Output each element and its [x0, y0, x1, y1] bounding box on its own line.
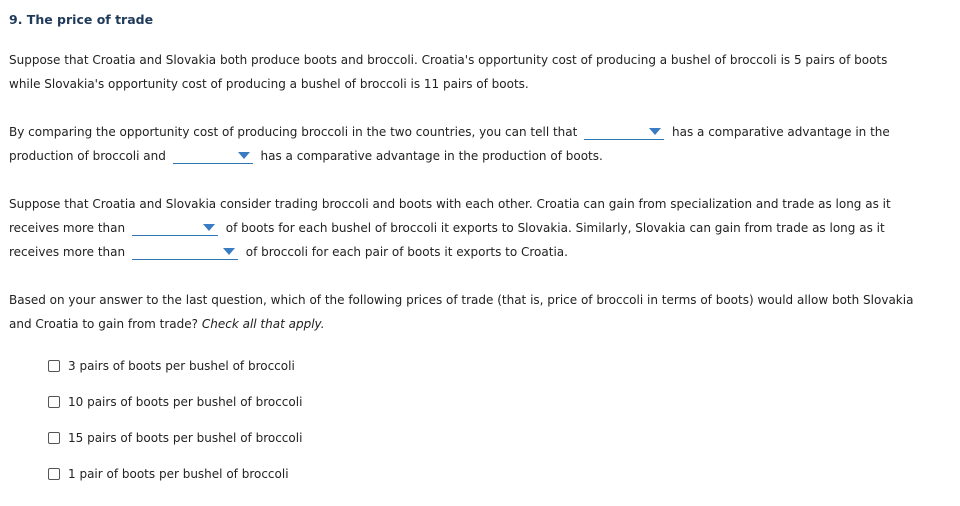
chevron-down-icon: [203, 224, 215, 231]
trade-line-1: Suppose that Croatia and Slovakia consider trading broccoli and boots with each other. Croatia can gain from specialization and trade as long as it: [9, 197, 891, 211]
intro-line-1: Suppose that Croatia and Slovakia both produce boots and broccoli. Croatia's opportunity cost of producing a bushel of broccoli is 5 pairs of boots: [9, 53, 888, 67]
trade-text-after-3: of broccoli for each pair of boots it exports to Croatia.: [245, 245, 568, 259]
option-checkbox[interactable]: [48, 360, 60, 372]
comparison-text-before: By comparing the opportunity cost of producing broccoli in the two countries, you can tell that: [9, 125, 578, 139]
option-row[interactable]: [48, 467, 289, 481]
option-checkbox[interactable]: [48, 468, 60, 480]
option-row[interactable]: [48, 395, 302, 409]
country-dropdown-broccoli[interactable]: [584, 125, 664, 140]
slovakia-threshold-dropdown[interactable]: [132, 245, 238, 260]
question-line-2: [9, 316, 325, 332]
option-checkbox[interactable]: [48, 432, 60, 444]
chevron-down-icon: [238, 152, 250, 159]
chevron-down-icon: [223, 248, 235, 255]
option-label: 3 pairs of boots per bushel of broccoli: [68, 359, 295, 373]
comparison-text-after: has a comparative advantage in the: [672, 125, 890, 139]
comparison-line-1: [9, 124, 890, 140]
croatia-threshold-dropdown[interactable]: [132, 221, 218, 236]
question-text: and Croatia to gain from trade?: [9, 317, 199, 331]
comparison-text-before-2: production of broccoli and: [9, 149, 166, 163]
option-row[interactable]: [48, 431, 302, 445]
check-all-instruction: Check all that apply.: [201, 317, 325, 331]
question-title: 9. The price of trade: [9, 12, 154, 27]
option-checkbox[interactable]: [48, 396, 60, 408]
question-line-1: Based on your answer to the last question, which of the following prices of trade (that is, price of broccoli in terms of boots) would allow both Slovakia: [9, 293, 914, 307]
country-dropdown-boots[interactable]: [173, 149, 253, 164]
option-label: 15 pairs of boots per bushel of broccoli: [68, 431, 303, 445]
option-label: 1 pair of boots per bushel of broccoli: [68, 467, 289, 481]
trade-text-after: of boots for each bushel of broccoli it exports to Slovakia. Similarly, Slovakia can gain from trade as long as it: [225, 221, 885, 235]
option-label: 10 pairs of boots per bushel of broccoli: [68, 395, 303, 409]
trade-line-2: [9, 220, 885, 236]
trade-text-before-3: receives more than: [9, 245, 126, 259]
intro-line-2: while Slovakia's opportunity cost of producing a bushel of broccoli is 11 pairs of boots.: [9, 77, 529, 91]
trade-text-before: receives more than: [9, 221, 126, 235]
comparison-line-2: [9, 148, 603, 164]
comparison-text-after-2: has a comparative advantage in the production of boots.: [260, 149, 603, 163]
trade-line-3: [9, 244, 568, 260]
option-row[interactable]: [48, 359, 295, 373]
chevron-down-icon: [649, 128, 661, 135]
